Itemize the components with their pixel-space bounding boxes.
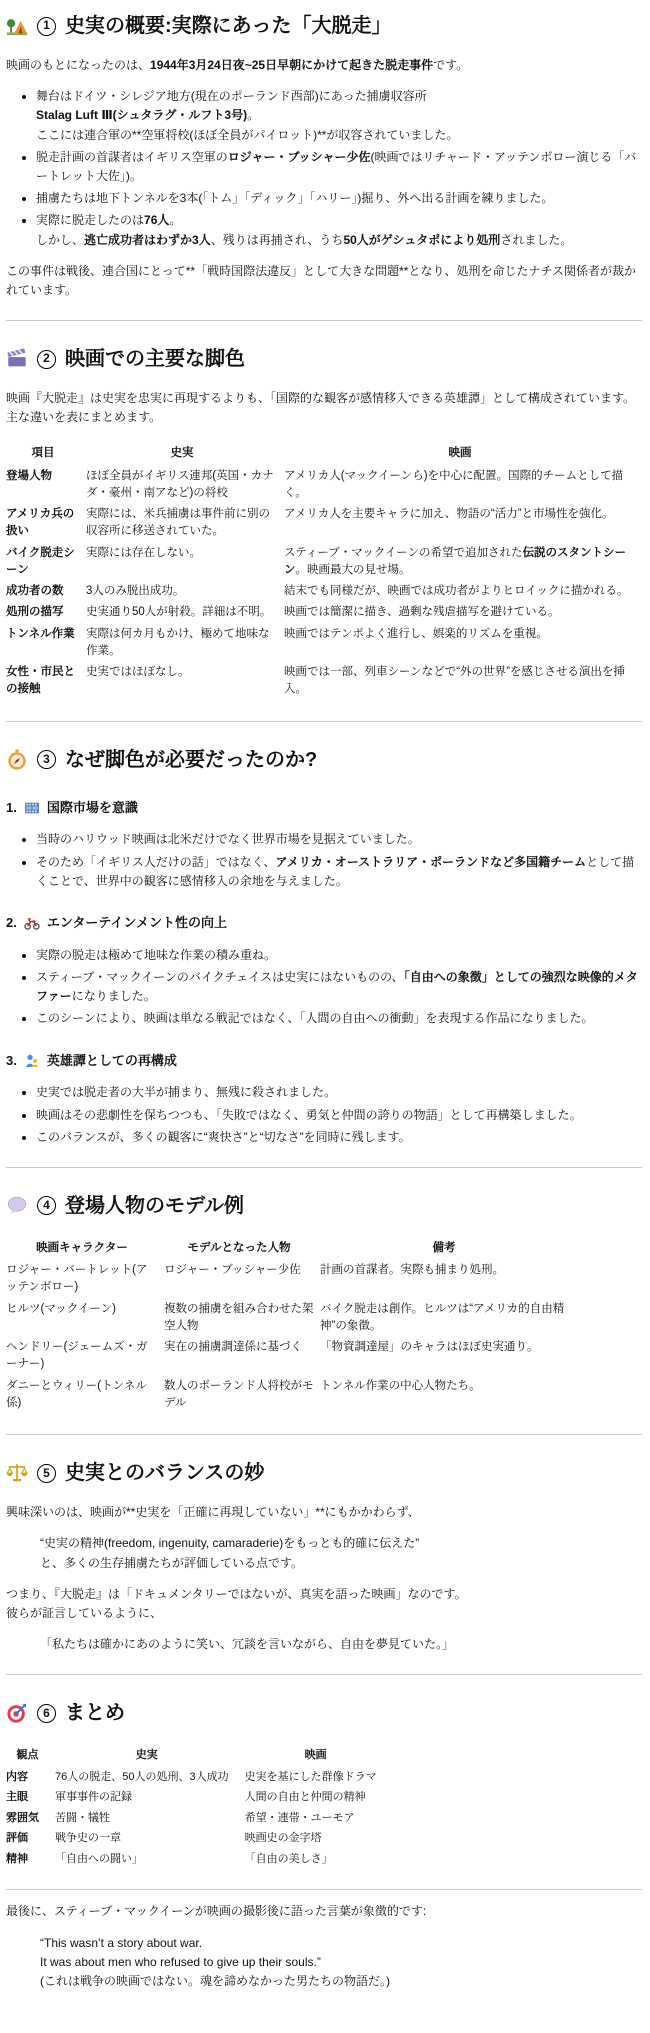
list-number: 1.	[6, 799, 17, 815]
section5-title: 史実とのバランスの妙	[65, 1462, 265, 1485]
row-label: 内容	[6, 1770, 28, 1783]
section-divider	[6, 1434, 642, 1435]
row-label: バイク脱走シーン	[6, 546, 75, 576]
row-label: 評価	[6, 1832, 28, 1845]
list-item: • そのため「イギリス人だけの話」ではなく、アメリカ・オーストラリア・ポーランドなど多国籍チームとして描くことで、世界中の観客に感情移入の余地を与えました。	[36, 853, 642, 891]
note-cell: トンネル作業の中心人物たち。	[320, 1379, 481, 1392]
table-row	[6, 1299, 574, 1338]
row-label: アメリカ兵の扱い	[6, 508, 75, 538]
section4-title: 登場人物のモデル例	[65, 1194, 244, 1217]
circled-number-2: 2	[37, 350, 56, 369]
movie-cell: 映画では一部、列車シーンなどで“外の世界”を感じさせる演出を挿入。	[284, 666, 625, 696]
table-row	[6, 1828, 393, 1849]
note-cell: 計画の首謀者。実際も捕まり処刑。	[320, 1264, 504, 1277]
section1-outro: この事件は戦後、連合国にとって**「戦時国際法違反」として大きな問題**となり、処刑を命じたナチス関係者が裁かれています。	[6, 263, 636, 297]
list-item: • 映画はその悲劇性を保ちつつも、「失敗ではなく、勇気と仲間の誇りの物語」として再構築しました。	[36, 1106, 642, 1125]
reason3-heading	[6, 1051, 642, 1072]
table-row	[6, 624, 642, 663]
camping-icon	[6, 15, 28, 37]
reason2-list	[6, 946, 642, 1029]
section6-title: まとめ	[65, 1702, 125, 1725]
reason1-list	[6, 830, 642, 891]
list-item: • 脱走計画の首謀者はイギリス空軍のロジャー・ブッシャー少佐(映画ではリチャード・アッテンボロー演じる「バートレット大佐」)。	[36, 148, 642, 186]
column-header: 映画キャラクター	[36, 1241, 128, 1254]
table-row	[6, 1337, 574, 1376]
balance-scale-icon	[6, 1462, 28, 1484]
list-number: 2.	[6, 915, 17, 931]
movie-cell: 希望・連帯・ユーモア	[244, 1811, 355, 1824]
clapperboard-icon	[6, 348, 28, 370]
row-label: 主眼	[6, 1791, 28, 1804]
column-header: 史実	[170, 447, 194, 460]
section1-title: 史実の概要:実際にあった「大脱走」	[65, 15, 392, 37]
section4-heading	[6, 1190, 642, 1222]
fact-cell: 76人の脱走、50人の処刑、3人成功	[55, 1770, 229, 1783]
row-label: 女性・市民との接触	[6, 666, 75, 696]
section1-list	[6, 87, 642, 250]
section5-heading	[6, 1457, 642, 1489]
row-label: 処刑の描写	[6, 606, 64, 619]
circled-number-4: 4	[37, 1196, 56, 1215]
model-cell: 複数の捕虜を組み合わせた架空人物	[164, 1302, 314, 1332]
movie-cell: スティーブ・マックイーンの希望で追加された伝説のスタントシーン。映画最大の見せ場。	[284, 546, 627, 576]
section2-title: 映画での主要な脚色	[65, 348, 245, 371]
adaptation-table	[6, 443, 642, 700]
testimony-quote: 「私たちは確かにあのように笑い、冗談を言いながら、自由を夢見ていた。」	[40, 1637, 455, 1652]
row-label: 登場人物	[6, 469, 52, 482]
mcqueen-quote: “This wasn’t a story about war. It was about men who refused to give up their souls.” (これは戦争の映画ではない。魂を諦めなかった男たちの物語だ。)	[40, 1935, 390, 1988]
character-cell: ダニーとウィリー(トンネル係)	[6, 1379, 147, 1409]
table-row	[6, 1767, 393, 1788]
fact-cell: ほぼ全員がイギリス連邦(英国・カナダ・豪州・南アなど)の将校	[86, 469, 274, 499]
table-row	[6, 466, 642, 505]
movie-cell: 映画史の金字塔	[244, 1832, 322, 1845]
model-table	[6, 1238, 574, 1414]
table-row	[6, 1260, 574, 1299]
reason2-title: エンターテインメント性の向上	[46, 915, 228, 931]
section6-heading	[6, 1697, 642, 1729]
fact-cell: 苦闘・犠牲	[55, 1811, 110, 1824]
section-divider	[6, 1889, 642, 1890]
movie-cell: 映画では簡潔に描き、過剰な残虐描写を避けている。	[284, 606, 560, 619]
list-item: • このバランスが、多くの観客に“爽快さ”と“切なさ”を同時に残します。	[36, 1128, 642, 1147]
movie-cell: 結末でも同様だが、映画では成功者がよりヒロイックに描かれる。	[284, 585, 629, 598]
table-row	[6, 504, 642, 543]
model-cell: ロジャー・ブッシャー少佐	[164, 1264, 301, 1277]
list-item: • 実際の脱走は極めて地味な作業の積み重ね。	[36, 946, 642, 965]
fact-cell: 実際には、米兵捕虜は事件前に別の収容所に移送されていた。	[86, 508, 270, 538]
circled-number-1: 1	[37, 17, 56, 36]
section3-title: なぜ脚色が必要だったのか?	[65, 748, 318, 771]
section1-heading	[6, 10, 642, 42]
fact-cell: 戦争史の一章	[55, 1832, 121, 1845]
table-row	[6, 1808, 393, 1829]
section5-paragraph: 興味深いのは、映画が**史実を「正確に再現していない」**にもかかわらず、	[6, 1505, 420, 1520]
fact-cell: 3人のみ脱出成功。	[86, 585, 185, 598]
section3-heading	[6, 744, 642, 776]
fact-cell: 実際は何カ月もかけ、極めて地味な作業。	[86, 627, 270, 657]
column-header: 映画	[448, 447, 472, 460]
character-cell: ヘンドリー(ジェームズ・ガーナー)	[6, 1341, 148, 1371]
table-header-row	[6, 1238, 574, 1260]
reason1-title: 国際市場を意識	[46, 799, 138, 815]
section-divider	[6, 1167, 642, 1168]
table-header-row	[6, 1745, 393, 1767]
column-header: 項目	[31, 447, 55, 460]
section2-intro: 映画『大脱走』は史実を忠実に再現するよりも、「国際的な観客が感情移入できる英雄譚」として構成されています。 主な違いを表にまとめます。	[6, 391, 636, 425]
table-row	[6, 1376, 574, 1415]
table-row	[6, 1849, 393, 1870]
table-row	[6, 581, 642, 602]
circled-number-5: 5	[37, 1464, 56, 1483]
character-cell: ロジャー・バートレット(アッテンボロー)	[6, 1264, 148, 1294]
summary-table	[6, 1745, 393, 1869]
column-header: モデルとなった人物	[187, 1241, 291, 1254]
circled-number-6: 6	[37, 1704, 56, 1723]
film-frames-icon	[24, 800, 40, 816]
motorcycle-icon	[24, 915, 40, 931]
list-item: • 当時のハリウッド映画は北米だけでなく世界市場を見据えていました。	[36, 830, 642, 849]
table-row	[6, 1787, 393, 1808]
list-item: • 舞台はドイツ・シレジア地方(現在のポーランド西部)にあった捕虜収容所 Stalag Luft Ⅲ(シュタラグ・ルフト3号)。 ここには連合軍の**空軍将校(ほぼ全員がパイロット)**が収容されていました。	[36, 87, 642, 145]
movie-cell: 映画ではテンポよく進行し、娯楽的リズムを重視。	[284, 627, 548, 640]
column-header: 史実	[135, 1749, 158, 1762]
section2-heading	[6, 343, 642, 375]
fact-cell: 史実通り50人が射殺。詳細は不明。	[86, 606, 272, 619]
column-header: 備考	[432, 1241, 456, 1254]
model-cell: 実在の捕虜調達係に基づく	[164, 1341, 302, 1354]
movie-cell: アメリカ人を主要キャラに加え、物語の“活力”と市場性を強化。	[284, 508, 614, 521]
section1-intro: 映画のもとになったのは、1944年3月24日夜~25日早朝にかけて起きた脱走事件です。	[6, 58, 469, 72]
speech-balloon-icon	[6, 1195, 28, 1217]
section-divider	[6, 1674, 642, 1675]
survivor-quote: “史実の精神(freedom, ingenuity, camaraderie)をもっとも的確に伝えた” と、多くの生存捕虜たちが評価している点です。	[40, 1536, 420, 1570]
fact-cell: 実際には存在しない。	[86, 546, 201, 559]
column-header: 映画	[304, 1749, 327, 1762]
section5-paragraph: つまり、『大脱走』は「ドキュメンタリーではないが、真実を語った映画」なのです。 彼らが証言しているように、	[6, 1586, 467, 1620]
table-row	[6, 662, 642, 701]
movie-cell: 史実を基にした群像ドラマ	[244, 1770, 377, 1783]
movie-cell: 「自由の美しさ」	[244, 1852, 333, 1865]
dart-target-icon	[6, 1702, 28, 1724]
list-item: • 実際に脱走したのは76人。 しかし、逃亡成功者はわずか3人、残りは再捕され、うち50人がゲシュタポにより処刑されました。	[36, 211, 642, 249]
closing-paragraph: 最後に、スティーブ・マックイーンが映画の撮影後に語った言葉が象徴的です:	[6, 1904, 427, 1919]
character-cell: ヒルツ(マックイーン)	[6, 1302, 116, 1315]
list-item: • スティーブ・マックイーンのバイクチェイスは史実にはないものの、「自由への象徴」としての強烈な映像的メタファーになりました。	[36, 968, 642, 1006]
column-header: 観点	[16, 1749, 39, 1762]
table-header-row	[6, 443, 642, 465]
note-cell: バイク脱走は創作。ヒルツは“アメリカ的自由精神”の象徴。	[320, 1302, 565, 1332]
fact-cell: 「自由への闘い」	[55, 1852, 143, 1865]
section-divider	[6, 320, 642, 321]
table-row	[6, 602, 642, 623]
reason3-list	[6, 1083, 642, 1147]
movie-cell: 人間の自由と仲間の精神	[244, 1791, 366, 1804]
row-label: 雰囲気	[6, 1811, 39, 1824]
circled-number-3: 3	[37, 750, 56, 769]
fact-cell: 史実ではほぼなし。	[86, 666, 190, 679]
movie-cell: アメリカ人(マックイーンら)を中心に配置。国際的チームとして描く。	[284, 469, 624, 499]
row-label: 成功者の数	[6, 585, 64, 598]
section-divider	[6, 721, 642, 722]
fact-cell: 軍事事件の記録	[55, 1791, 132, 1804]
list-item: • 史実では脱走者の大半が捕まり、無残に殺されました。	[36, 1083, 642, 1102]
list-item: • 捕虜たちは地下トンネルを3本(「トム」「ディック」「ハリー」)掘り、外へ出る計画を練りました。	[36, 189, 642, 208]
reason1-heading	[6, 798, 642, 819]
compass-icon	[6, 749, 28, 771]
row-label: 精神	[6, 1852, 28, 1865]
list-number: 3.	[6, 1052, 17, 1068]
note-cell: 「物資調達屋」のキャラはほぼ史実通り。	[320, 1341, 539, 1354]
row-label: トンネル作業	[6, 627, 75, 640]
table-row	[6, 543, 642, 582]
list-item: • このシーンにより、映画は単なる戦記ではなく、「人間の自由への衝動」を表現する作品になりました。	[36, 1009, 642, 1028]
hugging-icon	[24, 1053, 40, 1069]
reason3-title: 英雄譚としての再構成	[46, 1052, 177, 1068]
model-cell: 数人のポーランド人将校がモデル	[164, 1379, 314, 1409]
reason2-heading	[6, 913, 642, 934]
